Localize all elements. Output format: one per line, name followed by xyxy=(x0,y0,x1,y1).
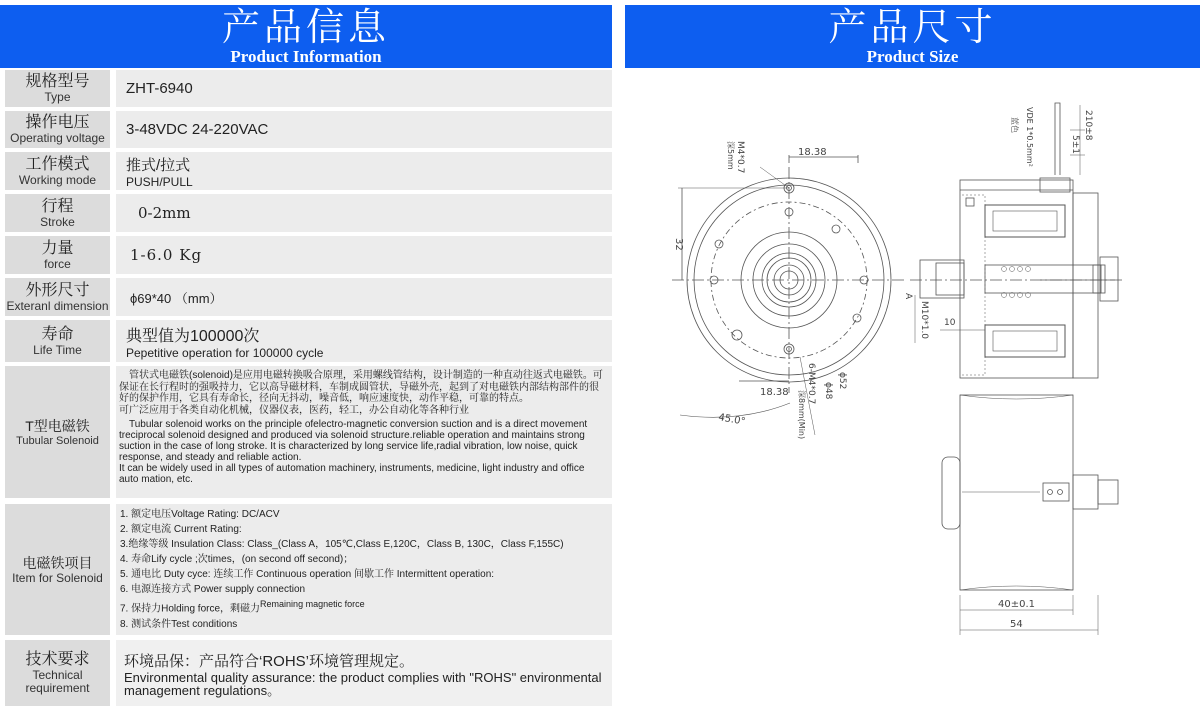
item-line-3: 3.绝缘等级 Insulation Class: Class_(Class A，105℃,Class E,120C，Class B, 130C，Class F,155C) xyxy=(120,539,564,551)
type-value: ZHT-6940 xyxy=(126,80,193,97)
row-mode xyxy=(5,152,612,190)
tech-label-en: Technical requirement xyxy=(25,668,90,695)
row-solenoid xyxy=(5,366,612,498)
life-label-en: Life Time xyxy=(33,342,82,357)
dimension-value: ϕ69*40 （mm） xyxy=(130,290,223,306)
row-stroke xyxy=(5,194,612,232)
item-line-7: 7. 保持力Holding force，剩磁力$^{Remaining magnetic force}$ xyxy=(120,599,365,615)
dim-6-m4: 6-M4*0.7 xyxy=(806,363,816,405)
life-value-en: Pepetitive operation for 100000 cycle xyxy=(126,345,324,360)
solenoid-desc-zh-2: 可广泛应用于各类自动化机械，仪器仪表，医药，轻工，办公自动化等各种行业 xyxy=(119,404,469,416)
type-label-zh: 规格型号 xyxy=(25,73,90,90)
dim-m4-depth: 深5mm xyxy=(726,141,735,170)
item-line-2: 2. 额定电流 Current Rating: xyxy=(120,524,242,536)
items-label-zh: 电磁铁项目 xyxy=(22,555,93,571)
dim-54: 54 xyxy=(1010,619,1023,630)
dim-m4: M4*0.7 xyxy=(735,141,745,174)
tech-value-zh: 环境品保：产品符合‘ROHS’环境管理规定。 xyxy=(124,652,415,670)
items-label-en: Item for Solenoid xyxy=(12,571,103,585)
force-label-en: force xyxy=(44,256,71,271)
solenoid-desc-zh-1: 管状式电磁铁(solenoid)是应用电磁转换吸合原理，采用螺线管结构，设计制造的一种直动往返式电磁铁。可保证在长行程时的强吸持力，它以高导磁材料，车制成圆管状，导磁外壳，起到了对电磁铁内部结构部件的很好的保护作用，它具有寿命长，径向无抖动，噪音低，响应速度快，动作平稳，可靠的特点。 xyxy=(119,370,603,404)
section-view xyxy=(910,103,1125,378)
product-size-banner xyxy=(625,5,1200,68)
technical-drawing xyxy=(625,63,1200,706)
row-dimension xyxy=(5,278,612,316)
tech-label-zh: 技术要求 xyxy=(25,651,90,668)
type-label-en: Type xyxy=(44,90,71,104)
voltage-label-zh: 操作电压 xyxy=(25,114,90,131)
dim-18-38-bottom: 18.38 xyxy=(760,387,789,398)
dim-32: 32 xyxy=(673,238,684,251)
force-label-zh: 力量 xyxy=(41,239,74,257)
row-voltage xyxy=(5,111,612,148)
dimension-label-en: Exteranl dimension xyxy=(6,298,109,313)
solenoid-label-en: Tubular Solenoid xyxy=(16,434,99,447)
dim-18-38-top: 18.38 xyxy=(798,147,827,158)
row-items xyxy=(5,504,612,635)
item-line-1: 1. 额定电压Voltage Rating: DC/ACV xyxy=(120,509,280,521)
row-force xyxy=(5,236,612,274)
dim-m10: M10*1.0 xyxy=(919,301,929,340)
item-line-7-sup: Remaining magnetic force xyxy=(260,599,365,610)
mode-label-zh: 工作模式 xyxy=(25,155,90,173)
dim-wire-length: 210±8 xyxy=(1083,110,1093,141)
dim-wire-spec: VDE 1*0.5mm² xyxy=(1025,107,1034,167)
size-title-en: Product Size xyxy=(866,47,959,66)
mode-label-en: Working mode xyxy=(18,172,97,187)
solenoid-desc-en-2: It can be widely used in all types of automation machinery, instruments, medicine, light industry and office auto mation, etc. xyxy=(119,463,585,485)
banner-title-en: Product Information xyxy=(230,47,382,66)
product-size-panel xyxy=(625,0,1200,711)
dim-phi52: ϕ52 xyxy=(837,372,847,390)
dim-10: 10 xyxy=(944,318,956,328)
life-value: 典型值为100000次 xyxy=(126,327,260,345)
dim-wire-color: 蓝色 xyxy=(1010,117,1019,133)
life-label-zh: 寿命 xyxy=(41,325,74,343)
mode-value: 推式/拉式 xyxy=(126,156,191,174)
row-tech xyxy=(5,640,612,706)
item-line-4: 4. 寿命Lify cycle ;次times，(on second off second)； xyxy=(120,554,354,566)
mode-value-en: PUSH/PULL xyxy=(126,174,193,189)
force-value: 1-6.0 Kg xyxy=(130,246,203,264)
stroke-value: 0-2mm xyxy=(138,204,191,222)
voltage-value: 3-48VDC 24-220VAC xyxy=(126,121,269,138)
tech-value-en: Environmental quality assurance: the product complies with "ROHS" environmental management regulations。 xyxy=(124,669,602,698)
item-line-5: 5. 通电比 Duty cycе: 连续工作 Continuous operation 间歇工作 Intermittent operation: xyxy=(120,569,495,581)
row-type xyxy=(5,70,612,107)
size-title-zh: 产品尺寸 xyxy=(828,5,997,49)
label-a: A xyxy=(903,293,913,300)
solenoid-label-zh: T型电磁铁 xyxy=(25,417,90,434)
item-line-8: 8. 测试条件Test conditions xyxy=(120,618,238,630)
dim-phi48: ϕ48 xyxy=(823,382,833,400)
dim-6-m4-depth: 深8mm(Min) xyxy=(797,390,806,440)
item-line-6: 6. 电源连接方式 Power supply connection xyxy=(120,584,306,596)
row-life xyxy=(5,320,612,362)
banner-title-zh: 产品信息 xyxy=(221,5,390,49)
dim-strip: 5±1 xyxy=(1070,135,1080,154)
dimension-label-zh: 外形尺寸 xyxy=(25,281,90,299)
stroke-label-zh: 行程 xyxy=(41,197,74,215)
product-info-banner xyxy=(0,5,612,68)
solenoid-desc-en-1: Tubular solenoid works on the principle ofelectro-magnetic conversion suction and is a direct movement treciprocal solenoid designed and produced via solenoid structure.reliable operation and maintains strong suction in the case of long stroke. It is characterized by long service life,radial vibration, low noise, quick response, and steady and reliable action. xyxy=(119,419,588,463)
stroke-label-en: Stroke xyxy=(40,214,75,229)
dim-40: 40±0.1 xyxy=(998,599,1036,610)
dim-angle: 45.0° xyxy=(717,412,747,428)
voltage-label-en: Operating voltage xyxy=(10,131,105,145)
